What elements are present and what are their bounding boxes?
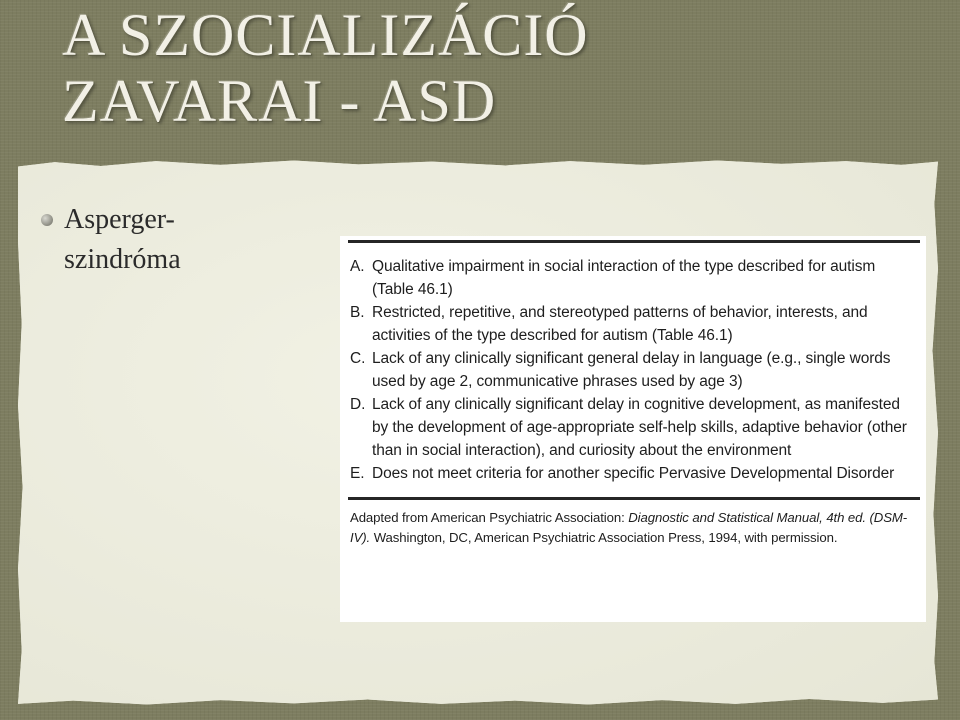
source-note-prefix: Adapted from American Psychiatric Association: bbox=[350, 510, 629, 525]
figure-divider-rule bbox=[348, 497, 920, 500]
criterion-letter: A. bbox=[350, 258, 365, 275]
source-note-suffix: Washington, DC, American Psychiatric Association Press, 1994, with permission. bbox=[370, 530, 838, 545]
criterion-text: Lack of any clinically significant general delay in language (e.g., single words used by age 2, communicative phrases used by age 3) bbox=[372, 350, 891, 390]
criterion-letter: C. bbox=[350, 350, 366, 367]
bullet-text-line-1: Asperger- bbox=[64, 204, 175, 235]
criterion-letter: B. bbox=[350, 304, 365, 321]
criterion-a bbox=[350, 255, 916, 301]
slide-title bbox=[62, 2, 589, 134]
bullet-dot-icon bbox=[41, 214, 53, 226]
criterion-d bbox=[350, 393, 916, 462]
bullet-text-line-2: szindróma bbox=[64, 244, 181, 275]
slide-title-line-1: A SZOCIALIZÁCIÓ bbox=[62, 2, 589, 68]
criterion-e bbox=[350, 462, 916, 485]
figure-source-note bbox=[350, 508, 916, 548]
figure-top-rule bbox=[348, 240, 920, 243]
criterion-text: Qualitative impairment in social interaction of the type described for autism (Table 46.1) bbox=[372, 258, 876, 298]
criterion-text: Does not meet criteria for another specific Pervasive Developmental Disorder bbox=[372, 465, 895, 482]
criteria-list bbox=[350, 255, 916, 485]
slide-title-line-2: ZAVARAI - ASD bbox=[62, 68, 497, 134]
criterion-c bbox=[350, 347, 916, 393]
criterion-b bbox=[350, 301, 916, 347]
bullet-item bbox=[64, 200, 264, 280]
criterion-text: Restricted, repetitive, and stereotyped patterns of behavior, interests, and activities of the type described for autism (Table 46.1) bbox=[372, 304, 868, 344]
criteria-figure bbox=[340, 236, 926, 622]
criterion-text: Lack of any clinically significant delay in cognitive development, as manifested by the development of age-appropriate self-help skills, adaptive behavior (other than in social interaction), and curiosity about the environment bbox=[372, 396, 907, 459]
criterion-letter: E. bbox=[350, 465, 365, 482]
source-note-italic: Diagnostic and Statistical Manual, 4th ed. (DSM-IV). bbox=[350, 510, 908, 545]
criterion-letter: D. bbox=[350, 396, 366, 413]
